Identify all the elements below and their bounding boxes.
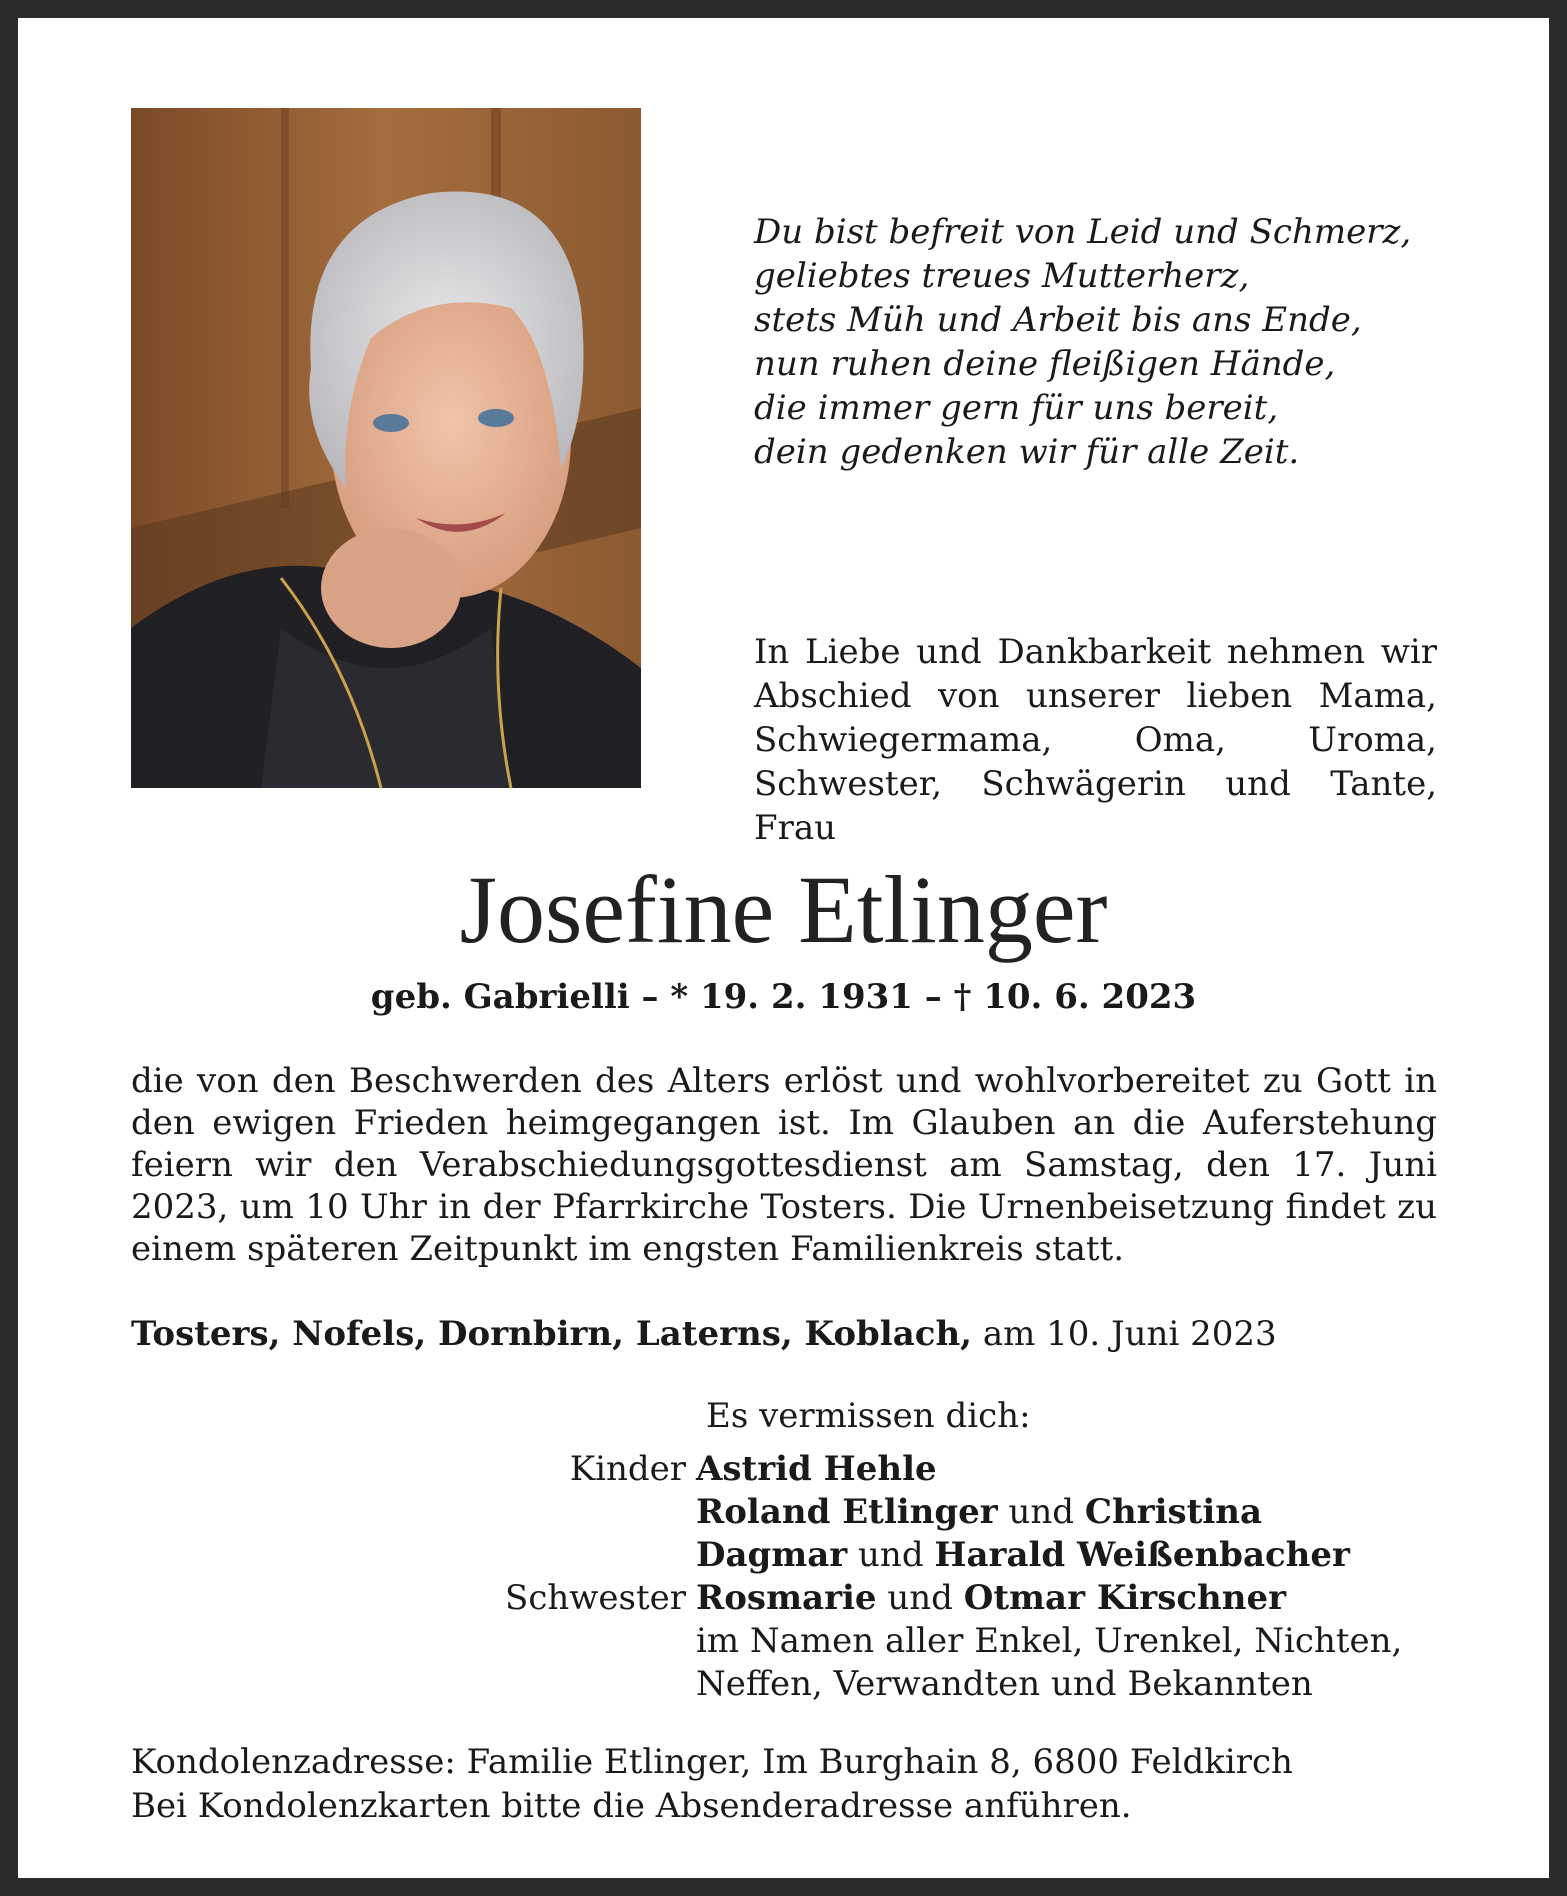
mourners-closing-line: im Namen aller Enkel, Urenkel, Nichten,: [696, 1621, 1403, 1661]
mourner-row: [420, 1663, 1470, 1706]
mourner-relation: [420, 1534, 696, 1577]
mourner-row: [420, 1577, 1470, 1620]
mourner-relation: [420, 1491, 696, 1534]
mourners-title: Es vermissen dich:: [706, 1396, 1031, 1436]
poem-line: die immer gern für uns bereit,: [754, 388, 1279, 428]
mourner-name: Roland Etlinger: [696, 1492, 998, 1532]
mourners-closing-line: Neffen, Verwandten und Bekannten: [696, 1664, 1313, 1704]
mourner-row: [420, 1534, 1470, 1577]
mourner-conjunction: und: [847, 1535, 935, 1575]
portrait-image: [131, 108, 641, 788]
mourner-name: Rosmarie: [696, 1578, 877, 1618]
portrait-photo: [131, 108, 641, 788]
mourner-name: Dagmar: [696, 1535, 848, 1575]
mourner-conjunction: und: [876, 1578, 964, 1618]
mourner-name: Otmar Kirschner: [963, 1578, 1287, 1618]
condolence-address: Kondolenzadresse: Familie Etlinger, Im Burghain 8, 6800 Feldkirch: [131, 1742, 1293, 1782]
deceased-name: Josefine Etlinger: [459, 856, 1108, 963]
intro-text: In Liebe und Dankbarkeit nehmen wir Abschied von unserer lieben Mama, Schwiegermama, Oma, Uroma, Schwester, Schwägerin und Tante, Frau: [754, 632, 1437, 848]
places-and-date: [131, 1312, 1437, 1356]
condolence-contact: [131, 1740, 1437, 1828]
places-date: am 10. Juni 2023: [972, 1314, 1277, 1354]
mourner-row: [420, 1620, 1470, 1663]
mourner-name: Astrid Hehle: [696, 1449, 937, 1489]
memorial-poem: [754, 210, 1412, 474]
mourners-list: [420, 1448, 1470, 1706]
mourner-row: [420, 1491, 1470, 1534]
poem-line: stets Müh und Arbeit bis ans Ende,: [754, 300, 1362, 340]
body-text: die von den Beschwerden des Alters erlöst und wohlvorbereitet zu Gott in den ewigen Frieden heimgegangen ist. Im Glauben an die Auferstehung feiern wir den Verabschiedungsgottesdienst am Samstag, den 17. Juni 2023, um 10 Uhr in der Pfarrkirche Tosters. Die Urnenbeisetzung findet zu einem späteren Zeitpunkt im engsten Familienkreis statt.: [131, 1061, 1437, 1269]
poem-line: dein gedenken wir für alle Zeit.: [754, 432, 1300, 472]
mourner-conjunction: und: [997, 1492, 1085, 1532]
mourner-name: Harald Weißenbacher: [934, 1535, 1350, 1575]
poem-line: geliebtes treues Mutterherz,: [754, 256, 1250, 296]
mourner-relation: Kinder: [569, 1449, 686, 1489]
deceased-dates: geb. Gabrielli – * 19. 2. 1931 – † 10. 6. 2023: [370, 977, 1197, 1017]
mourner-relation: Schwester: [505, 1578, 686, 1618]
poem-line: Du bist befreit von Leid und Schmerz,: [754, 212, 1412, 252]
mourner-row: [420, 1448, 1470, 1491]
condolence-note: Bei Kondolenzkarten bitte die Absenderadresse anführen.: [131, 1786, 1132, 1826]
places-names: Tosters, Nofels, Dornbirn, Laterns, Koblach,: [131, 1314, 973, 1354]
poem-line: nun ruhen deine fleißigen Hände,: [754, 344, 1336, 384]
mourner-name: Christina: [1084, 1492, 1263, 1532]
